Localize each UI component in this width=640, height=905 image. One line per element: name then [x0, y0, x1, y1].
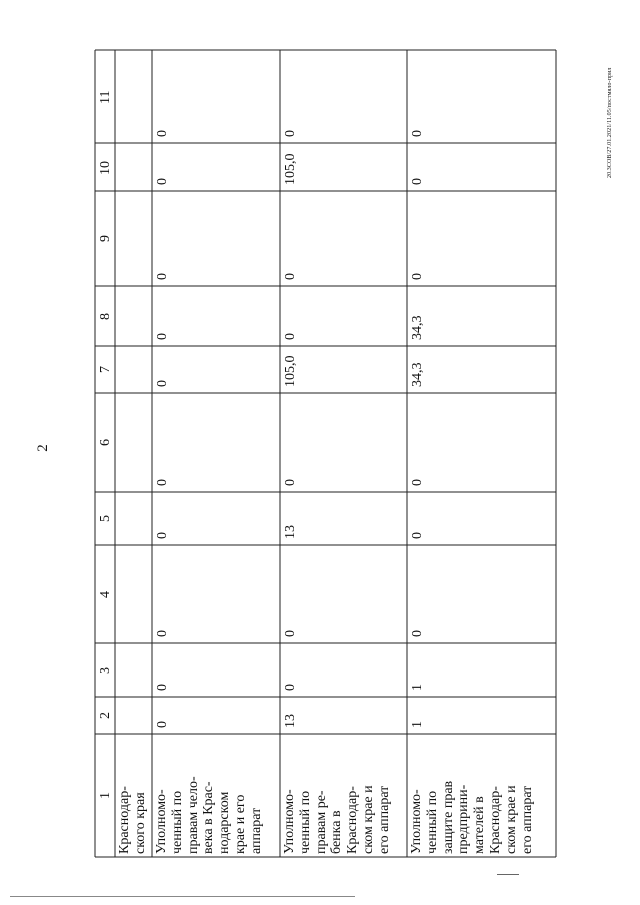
row-2-value-col-3: 0 [155, 684, 170, 691]
row-4-label-line-8: его аппарат [519, 785, 535, 854]
row-3-label-line-7: его аппарат [376, 785, 392, 854]
row-3-label-line-6: ском крае и [361, 785, 376, 854]
row-3-value-col-7: 105,0 [283, 355, 298, 387]
row-3-value-col-10: 105,0 [283, 153, 298, 185]
header-cell-5: 5 [98, 515, 113, 523]
row-4-label-line-4: предприни- [456, 784, 472, 854]
header-cell-4: 4 [98, 590, 113, 598]
row-3-value-col-2: 13 [283, 714, 298, 728]
row-4-value-col-2: 1 [410, 721, 425, 728]
header-cell-7: 7 [98, 366, 113, 374]
row-3-value-col-4: 0 [283, 630, 298, 637]
page-number: 2 [35, 444, 51, 452]
row-4-value-col-5: 0 [410, 532, 425, 539]
row-4-label-line-7: ском крае и [503, 785, 519, 854]
row-4-label-line-2: ченный по [424, 790, 440, 854]
row-2-value-col-10: 0 [155, 178, 170, 185]
row-2-value-col-11: 0 [155, 130, 170, 137]
row-4-label-line-6: Краснодар- [488, 786, 503, 854]
row-3-label-line-1: Уполномо- [282, 789, 297, 854]
row-4-label-line-5: мателей в [472, 796, 488, 854]
row-4-value-col-3: 1 [410, 684, 425, 691]
row-2-label-line-1: Уполномо- [154, 789, 169, 854]
row-2-value-col-5: 0 [155, 532, 170, 539]
scan-mark-right [497, 874, 519, 875]
row-4-label-line-1: Уполномо- [409, 789, 424, 854]
row-4-value-col-8: 34,3 [410, 315, 425, 340]
row-2-value-col-9: 0 [155, 273, 170, 280]
row-1-label-line-2: ского края [132, 792, 148, 854]
row-4-value-col-11: 0 [410, 130, 425, 137]
row-4-value-col-9: 0 [410, 273, 425, 280]
row-3-value-col-6: 0 [283, 479, 298, 486]
document-side-note: 20.3СОВ/27.01.2021/11.05/постмяло-прил [607, 67, 613, 178]
row-4-value-col-10: 0 [410, 178, 425, 185]
row-2-value-col-2: 0 [155, 721, 170, 728]
row-2-label-line-7: аппарат [248, 807, 264, 854]
row-4-value-col-6: 0 [410, 479, 425, 486]
row-1-label-line-1: Краснодар- [117, 786, 132, 854]
row-2-value-col-4: 0 [155, 630, 170, 637]
header-cell-10: 10 [98, 160, 113, 175]
header-cell-11: 11 [98, 90, 113, 104]
row-3-value-col-8: 0 [283, 333, 298, 340]
header-cell-1: 1 [98, 792, 113, 800]
row-2-value-col-8: 0 [155, 333, 170, 340]
row-2-label-line-6: крае и его [233, 794, 248, 854]
row-2-label-line-4: века в Крас- [201, 781, 217, 854]
header-cell-9: 9 [98, 235, 113, 243]
row-3-value-col-9: 0 [283, 273, 298, 280]
header-cell-3: 3 [98, 666, 113, 674]
scan-mark-bottom [10, 896, 355, 897]
row-3-label-line-3: правам ре- [313, 790, 329, 854]
row-2-label-line-2: ченный по [169, 790, 185, 854]
row-4-value-col-4: 0 [410, 630, 425, 637]
row-3-label-line-2: ченный по [297, 790, 313, 854]
row-2-label-line-5: нодарском [217, 791, 233, 854]
header-cell-6: 6 [98, 439, 113, 447]
row-2-value-col-6: 0 [155, 479, 170, 486]
row-3-label-line-4: бенка в [329, 810, 345, 854]
row-3-value-col-11: 0 [283, 130, 298, 137]
row-3-value-col-5: 13 [283, 525, 298, 539]
row-3-value-col-3: 0 [283, 684, 298, 691]
row-4-label-line-3: защите прав [440, 780, 456, 854]
row-4-value-col-7: 34,3 [410, 362, 425, 387]
row-3-label-line-5: Краснодар- [345, 786, 361, 854]
row-2-label-line-3: правам чело- [185, 776, 201, 854]
header-cell-8: 8 [98, 312, 113, 320]
row-2-value-col-7: 0 [155, 380, 170, 387]
header-cell-2: 2 [98, 712, 113, 720]
